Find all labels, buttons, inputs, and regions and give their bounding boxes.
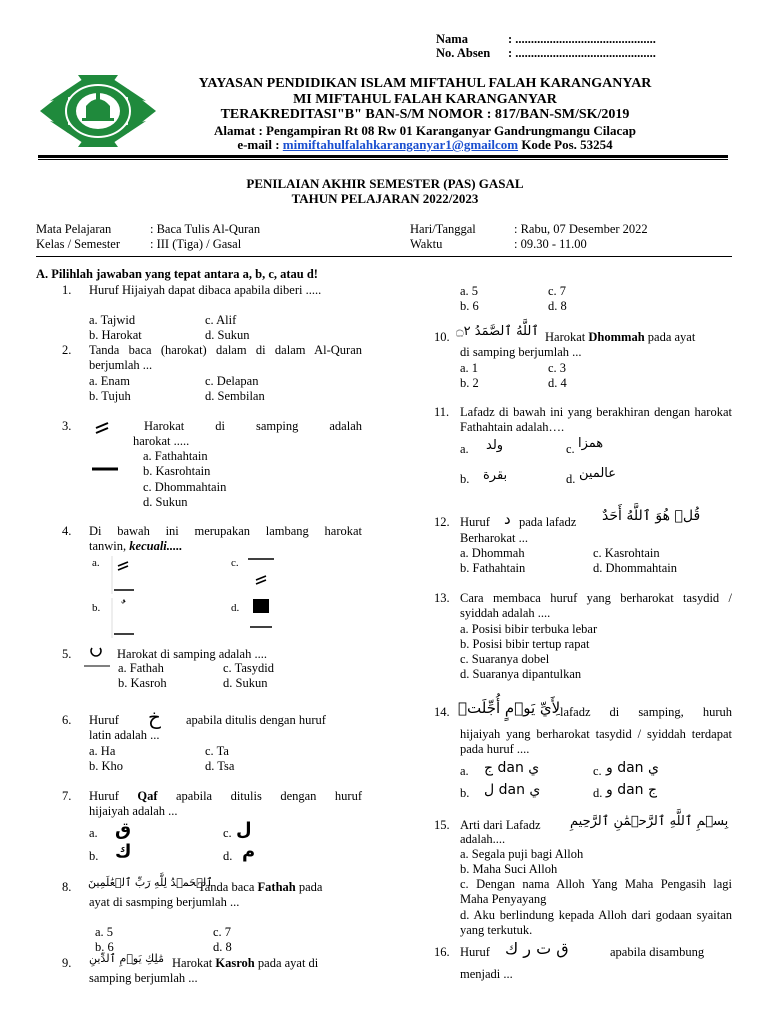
school-name: MI MIFTAHUL FALAH KARANGANYAR	[293, 92, 557, 107]
q4-option-a-harokat-icon	[110, 554, 136, 596]
q14-number: 14.	[434, 705, 450, 719]
q8-option-c[interactable]: c. 7	[213, 925, 232, 939]
q10-text: Harokat Dhommah pada ayat	[545, 330, 696, 344]
q7-text: Huruf Qaf apabila ditulis dengan huruf	[89, 789, 362, 803]
q7-option-d[interactable]: d.	[223, 849, 233, 863]
q2-option-d[interactable]: d. Sembilan	[205, 389, 265, 403]
q10-text-2: di samping berjumlah ...	[460, 345, 582, 359]
q11-option-a[interactable]: a.	[460, 442, 469, 456]
q14-text-2: hijaiyah yang berharokat tasydid / syiddah terdapat pada huruf ....	[460, 727, 732, 756]
q14-option-a[interactable]: a.	[460, 764, 469, 778]
q5-option-c[interactable]: c. Tasydid	[223, 661, 274, 675]
q7-option-c[interactable]: c.	[223, 826, 232, 840]
q12-text-2: Berharokat ...	[460, 531, 529, 545]
q8-option-d[interactable]: d. 8	[213, 940, 232, 954]
q2-number: 2.	[62, 343, 72, 357]
q14-option-c-letters: و dan ي	[606, 760, 659, 776]
q12-text-b: pada lafadz	[519, 515, 577, 529]
q10-option-c[interactable]: c. 3	[548, 361, 567, 375]
q16-text-a: Huruf	[460, 945, 490, 959]
q15-text-2: adalah....	[460, 832, 506, 846]
q14-ayat: لِأَيِّ يَوۡمٍ أُجِّلَتۡ	[458, 699, 561, 717]
q12-arabic-letter: د	[504, 510, 511, 528]
q13-text: Cara membaca huruf yang berharokat tasydid / syiddah adalah ....	[460, 591, 732, 620]
q11-option-d[interactable]: d.	[566, 472, 576, 486]
address: Alamat : Pengampiran Rt 08 Rw 01 Karanganyar Gandrungmangu Cilacap	[214, 123, 636, 138]
q14-option-d-letters: و dan ج	[606, 782, 658, 798]
q3-text: Harokat di samping adalah	[144, 419, 362, 433]
q5-option-d[interactable]: d. Sukun	[223, 676, 268, 690]
q15-option-c[interactable]: c. Dengan nama Alloh Yang Maha Pengasih lagi Maha Penyayang	[460, 877, 732, 906]
q4-option-d-harokat-icon	[246, 596, 276, 632]
q15-number: 15.	[434, 818, 450, 832]
q8-text: Tanda baca Fathah pada	[198, 880, 323, 894]
q13-option-d[interactable]: d. Suaranya dipantulkan	[460, 667, 582, 681]
q4-text-2: tanwin, kecuali.....	[89, 539, 183, 553]
mapel-value: : Baca Tulis Al-Quran	[150, 222, 261, 236]
hari-label: Hari/Tanggal	[410, 222, 476, 236]
header-divider	[38, 155, 728, 158]
q11-option-b[interactable]: b.	[460, 472, 470, 486]
q9-number: 9.	[62, 956, 72, 970]
q6-text-2: latin adalah ...	[89, 728, 160, 742]
q6-option-b[interactable]: b. Kho	[89, 759, 124, 773]
q14-option-d[interactable]: d.	[593, 786, 603, 800]
q16-arabic-letters: ق ت ر ك	[505, 939, 569, 958]
q9-option-a[interactable]: a. 5	[460, 284, 479, 298]
q16-number: 16.	[434, 945, 450, 959]
q9-text-2: samping berjumlah ...	[89, 971, 198, 985]
q2-option-b[interactable]: b. Tujuh	[89, 389, 131, 403]
q14-option-b[interactable]: b.	[460, 786, 470, 800]
q4-option-b[interactable]: b.	[92, 602, 101, 614]
q8-number: 8.	[62, 880, 72, 894]
q11-number: 11.	[434, 405, 450, 419]
kelas-value: : III (Tiga) / Gasal	[150, 237, 242, 251]
q14-option-a-letters: ج dan ي	[484, 760, 540, 776]
q10-option-a[interactable]: a. 1	[460, 361, 479, 375]
q3-option-c[interactable]: c. Dhommahtain	[143, 480, 227, 494]
q7-option-a-letter: ق	[115, 819, 132, 840]
q1-option-d[interactable]: d. Sukun	[205, 328, 250, 342]
q3-number: 3.	[62, 419, 72, 433]
q1-text: Huruf Hijaiyah dapat dibaca apabila diberi .....	[89, 283, 322, 297]
info-divider	[36, 256, 732, 257]
nama-value: : .............................................	[508, 32, 656, 46]
q12-option-d[interactable]: d. Dhommahtain	[593, 561, 678, 575]
q9-option-d[interactable]: d. 8	[548, 299, 567, 313]
q11-text: Lafadz di bawah ini yang berakhiran dengan harokat Fathahtain adalah….	[460, 405, 732, 434]
absen-label: No. Absen	[436, 46, 491, 60]
q6-text-b: apabila ditulis dengan huruf	[186, 713, 326, 727]
q14-text: lafadz di samping, huruh	[560, 705, 732, 719]
mapel-label: Mata Pelajaran	[36, 222, 112, 236]
q10-option-b[interactable]: b. 2	[460, 376, 479, 390]
q8-option-a[interactable]: a. 5	[95, 925, 114, 939]
q1-option-c[interactable]: c. Alif	[205, 313, 237, 327]
q3-option-d[interactable]: d. Sukun	[143, 495, 188, 509]
q4-option-d[interactable]: d.	[231, 602, 240, 614]
q11-option-c-word: همزا	[578, 436, 604, 451]
sukun-symbol-icon	[82, 642, 112, 670]
q5-option-a[interactable]: a. Fathah	[118, 661, 164, 675]
contact-line: e-mail : mimiftahulfalahkaranganyar1@gmailcom Kode Pos. 53254	[237, 137, 613, 152]
q3-option-b[interactable]: b. Kasrohtain	[143, 464, 211, 478]
q14-option-b-letters: ل dan ي	[484, 782, 541, 798]
q2-option-c[interactable]: c. Delapan	[205, 374, 259, 388]
q7-option-b-letter: ك	[115, 841, 132, 862]
waktu-value: : 09.30 - 11.00	[514, 237, 587, 251]
q4-option-a[interactable]: a.	[92, 557, 100, 569]
q4-option-b-harokat-icon	[110, 596, 136, 640]
q6-option-d[interactable]: d. Tsa	[205, 759, 235, 773]
q7-text-2: hijaiyah adalah ...	[89, 804, 178, 818]
q15-option-d[interactable]: d. Aku berlindung kepada Alloh dari godaan syaitan yang terkutuk.	[460, 908, 732, 937]
q12-number: 12.	[434, 515, 450, 529]
q12-option-a[interactable]: a. Dhommah	[460, 546, 525, 560]
header-divider-thin	[38, 159, 728, 160]
q6-option-c[interactable]: c. Ta	[205, 744, 229, 758]
q10-ayat: ٱللَّهُ ٱلصَّمَدُ ۝٢	[456, 324, 539, 339]
q8-option-b[interactable]: b. 6	[95, 940, 114, 954]
q14-option-c[interactable]: c.	[593, 764, 602, 778]
q13-option-b[interactable]: b. Posisi bibir tertup rapat	[460, 637, 590, 651]
absen-value: : .............................................	[508, 46, 656, 60]
fathahtain-symbol-icon	[88, 418, 122, 474]
q9-option-b[interactable]: b. 6	[460, 299, 479, 313]
q5-number: 5.	[62, 647, 72, 661]
exam-year: TAHUN PELAJARAN 2022/2023	[291, 191, 479, 206]
q1-option-b[interactable]: b. Harokat	[89, 328, 142, 342]
q2-option-a[interactable]: a. Enam	[89, 374, 130, 388]
q10-option-d[interactable]: d. 4	[548, 376, 567, 390]
q16-text-b: apabila disambung	[610, 945, 705, 959]
q8-text-2: ayat di sasmping berjumlah ...	[89, 895, 240, 909]
waktu-label: Waktu	[410, 237, 443, 251]
q4-text: Di bawah ini merupakan lambang harokat	[89, 524, 362, 538]
foundation-name: YAYASAN PENDIDIKAN ISLAM MIFTAHUL FALAH KARANGANYAR	[198, 76, 652, 91]
q4-option-c[interactable]: c.	[231, 557, 239, 569]
q1-number: 1.	[62, 283, 72, 297]
q12-text-a: Huruf	[460, 515, 490, 529]
q11-option-a-word: ولد	[486, 438, 504, 453]
q12-option-c[interactable]: c. Kasrohtain	[593, 546, 660, 560]
exam-title: PENILAIAN AKHIR SEMESTER (PAS) GASAL	[246, 176, 524, 191]
q6-option-a[interactable]: a. Ha	[89, 744, 116, 758]
svg-text:ٌ	[121, 600, 126, 604]
q7-option-b[interactable]: b.	[89, 849, 99, 863]
q6-number: 6.	[62, 713, 72, 727]
q8-ayat: ٱلۡحَمۡدُ لِلَّهِ رَبِّ ٱلۡعَٰلَمِينَ	[88, 876, 213, 889]
q15-text-a: Arti dari Lafadz	[460, 818, 541, 832]
section-a-instruction: A. Pilihlah jawaban yang tepat antara a, b, c, atau d!	[36, 267, 318, 281]
q9-text: Harokat Kasroh pada ayat di	[172, 956, 319, 970]
q3-option-a[interactable]: a. Fathahtain	[143, 449, 208, 463]
school-logo	[38, 74, 158, 148]
q7-option-d-letter: م	[242, 841, 256, 862]
q13-option-a[interactable]: a. Posisi bibir terbuka lebar	[460, 622, 598, 636]
q9-ayat: مَٰلِكِ يَوۡمِ ٱلدِّينِ	[89, 952, 164, 965]
q5-option-b[interactable]: b. Kasroh	[118, 676, 167, 690]
accreditation: TERAKREDITASI"B" BAN-S/M NOMOR : 817/BAN-SM/SK/2019	[220, 107, 630, 122]
email-link[interactable]: mimiftahulfalahkaranganyar1@gmailcom	[282, 137, 519, 152]
kelas-label: Kelas / Semester	[36, 237, 121, 251]
q11-option-c[interactable]: c.	[566, 442, 575, 456]
q12-option-b[interactable]: b. Fathahtain	[460, 561, 526, 575]
q15-option-a[interactable]: a. Segala puji bagi Alloh	[460, 847, 584, 861]
q16-text-2: menjadi ...	[460, 967, 513, 981]
hari-value: : Rabu, 07 Desember 2022	[514, 222, 648, 236]
q4-number: 4.	[62, 524, 72, 538]
q5-text: Harokat di samping adalah ....	[117, 647, 267, 661]
q4-option-c-harokat-icon	[246, 554, 276, 594]
q10-number: 10.	[434, 330, 450, 344]
q13-option-c[interactable]: c. Suaranya dobel	[460, 652, 550, 666]
q9-option-c[interactable]: c. 7	[548, 284, 567, 298]
q15-ayat: بِسۡمِ ٱللَّهِ ٱلرَّحۡمَٰنِ ٱلرَّحِيمِ	[570, 814, 729, 829]
q7-option-c-letter: ل	[236, 819, 252, 840]
q11-option-d-word: عالمين	[579, 466, 617, 481]
q6-arabic-letter: خ	[148, 705, 161, 729]
q2-text: Tanda baca (harokat) dalam di dalam Al-Quran berjumlah ...	[89, 343, 362, 372]
q11-option-b-word: بقرة	[483, 468, 508, 483]
nama-label: Nama	[436, 32, 468, 46]
q6-text-a: Huruf	[89, 713, 119, 727]
q12-ayat: قُلۡ هُوَ ٱللَّهُ أَحَدٌ	[602, 508, 701, 524]
q13-number: 13.	[434, 591, 450, 605]
q7-number: 7.	[62, 789, 72, 803]
q1-option-a[interactable]: a. Tajwid	[89, 313, 136, 327]
q7-option-a[interactable]: a.	[89, 826, 98, 840]
q3-text-2: harokat .....	[133, 434, 190, 448]
q15-option-b[interactable]: b. Maha Suci Alloh	[460, 862, 558, 876]
